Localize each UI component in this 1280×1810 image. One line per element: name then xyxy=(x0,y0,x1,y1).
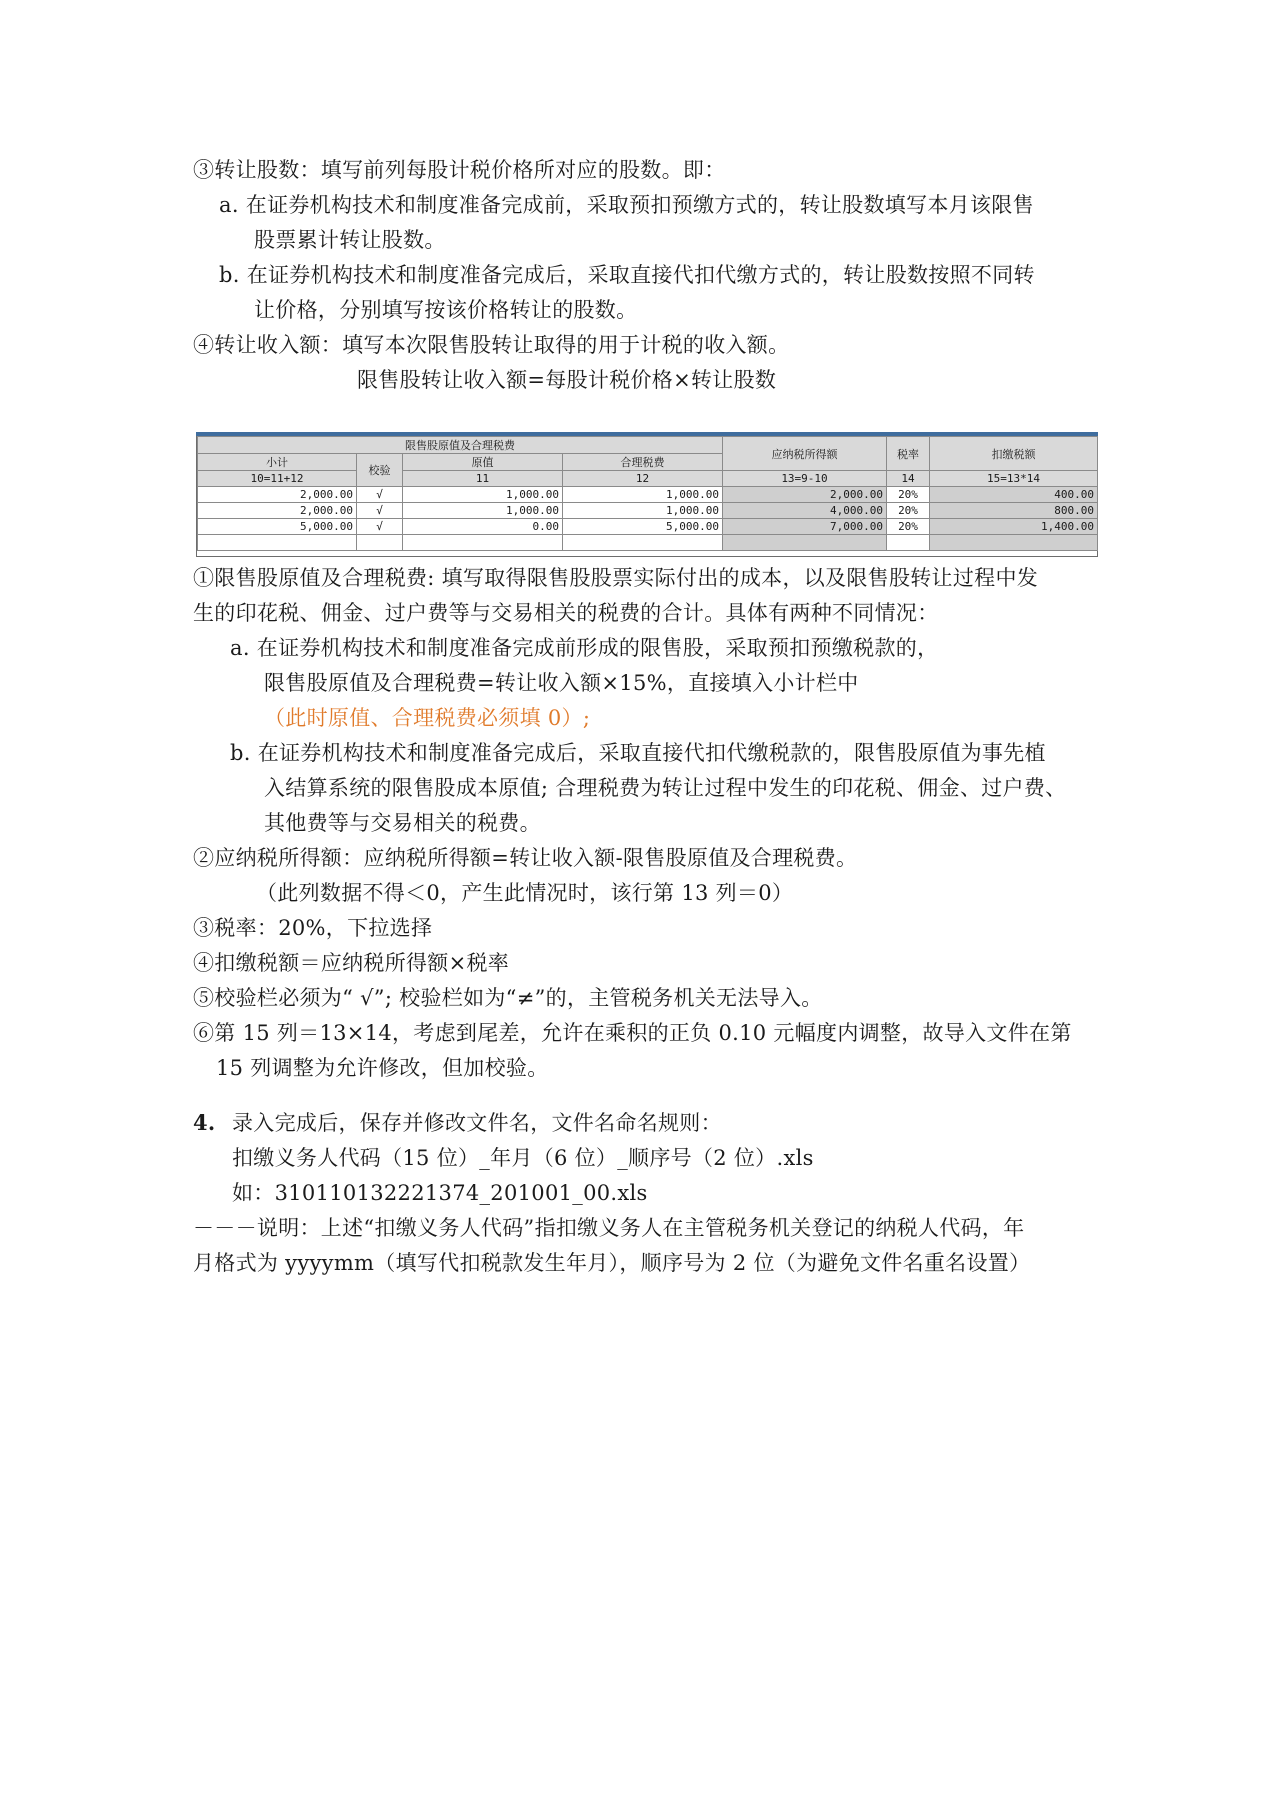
table-row: 2,000.00 √ 1,000.00 1,000.00 2,000.00 20% 400.00 xyxy=(198,487,1098,503)
formula-withheld: 15=13*14 xyxy=(930,471,1098,487)
note-must-fill-zero: （此时原值、合理税费必须填 0）; xyxy=(264,706,591,730)
note-explanation: －－－说明：上述“扣缴义务人代码”指扣缴义务人在主管税务机关登记的纳税人代码，年 xyxy=(193,1216,1025,1240)
para-transfer-shares-a: a. 在证券机构技术和制度准备完成前，采取预扣预缴方式的，转让股数填写本月该限售 xyxy=(219,193,1034,217)
formula-rate: 14 xyxy=(887,471,930,487)
tax-table xyxy=(197,436,1098,551)
note-explanation-cont: 月格式为 yyyymm（填写代扣税款发生年月），顺序号为 2 位（为避免文件名重名设置） xyxy=(193,1251,1031,1275)
para-tax-withheld: ④扣缴税额＝应纳税所得额×税率 xyxy=(193,951,510,975)
para-original-fees-cont: 生的印花税、佣金、过户费等与交易相关的税费的合计。具体有两种不同情况： xyxy=(193,601,939,625)
step-number: 4. xyxy=(193,1110,216,1135)
para-column15-cont: 15 列调整为允许修改，但加校验。 xyxy=(216,1056,549,1080)
para-original-fees-a: a. 在证券机构技术和制度准备完成前形成的限售股，采取预扣预缴税款的， xyxy=(230,636,939,660)
para-taxable-income: ②应纳税所得额：应纳税所得额=转让收入额-限售股原值及合理税费。 xyxy=(193,846,858,870)
tax-table-image xyxy=(196,435,1098,557)
formula-taxable: 13=9-10 xyxy=(723,471,887,487)
para-original-fees: ①限售股原值及合理税费: 填写取得限售股股票实际付出的成本，以及限售股转让过程中发 xyxy=(193,566,1039,590)
para-transfer-shares-b-cont: 让价格，分别填写按该价格转让的股数。 xyxy=(254,298,638,322)
header-tax-withheld: 扣缴税额 xyxy=(930,437,1098,471)
formula-fees: 12 xyxy=(563,471,723,487)
formula-original: 11 xyxy=(403,471,563,487)
header-check: 校验 xyxy=(357,454,403,487)
filename-rule: 扣缴义务人代码（15 位）_年月（6 位）_顺序号（2 位）.xls xyxy=(232,1146,814,1170)
para-original-fees-b-cont2: 其他费等与交易相关的税费。 xyxy=(264,811,541,835)
formula-transfer-income: 限售股转让收入额=每股计税价格×转让股数 xyxy=(357,368,777,392)
para-check-column: ⑤校验栏必须为“ √”; 校验栏如为“≠”的，主管税务机关无法导入。 xyxy=(193,986,823,1010)
para-transfer-income: ④转让收入额：填写本次限售股转让取得的用于计税的收入额。 xyxy=(193,333,790,357)
para-transfer-shares-b: b. 在证券机构技术和制度准备完成后，采取直接代扣代缴方式的，转让股数按照不同转 xyxy=(219,263,1035,287)
para-original-fees-b-cont1: 入结算系统的限售股成本原值; 合理税费为转让过程中发生的印花税、佣金、过户费、 xyxy=(264,776,1067,800)
formula-original-fees: 限售股原值及合理税费=转让收入额×15%，直接填入小计栏中 xyxy=(264,671,859,695)
para-tax-rate: ③税率：20%，下拉选择 xyxy=(193,916,433,940)
table-row: 5,000.00 √ 0.00 5,000.00 7,000.00 20% 1,400.00 xyxy=(198,519,1098,535)
para-column15: ⑥第 15 列＝13×14，考虑到尾差，允许在乘积的正负 0.10 元幅度内调整，故导入文件在第 xyxy=(193,1021,1072,1045)
para-original-fees-b: b. 在证券机构技术和制度准备完成后，采取直接代扣代缴税款的，限售股原值为事先植 xyxy=(230,741,1046,765)
step-save-rename: 录入完成后，保存并修改文件名，文件名命名规则： xyxy=(232,1111,722,1135)
para-transfer-shares-a-cont: 股票累计转让股数。 xyxy=(254,228,446,252)
table-row: 2,000.00 √ 1,000.00 1,000.00 4,000.00 20% 800.00 xyxy=(198,503,1098,519)
para-transfer-shares: ③转让股数：填写前列每股计税价格所对应的股数。即： xyxy=(193,158,726,182)
header-tax-rate: 税率 xyxy=(887,437,930,471)
note-taxable-nonneg: （此列数据不得＜0，产生此情况时，该行第 13 列＝0） xyxy=(256,881,794,905)
header-subtotal: 小计 xyxy=(198,454,357,471)
filename-example: 如：310110132221374_201001_00.xls xyxy=(232,1181,648,1205)
header-group-original-fees: 限售股原值及合理税费 xyxy=(198,437,723,454)
formula-subtotal: 10=11+12 xyxy=(198,471,357,487)
header-reasonable-fees: 合理税费 xyxy=(563,454,723,471)
header-taxable-income: 应纳税所得额 xyxy=(723,437,887,471)
header-original-value: 原值 xyxy=(403,454,563,471)
